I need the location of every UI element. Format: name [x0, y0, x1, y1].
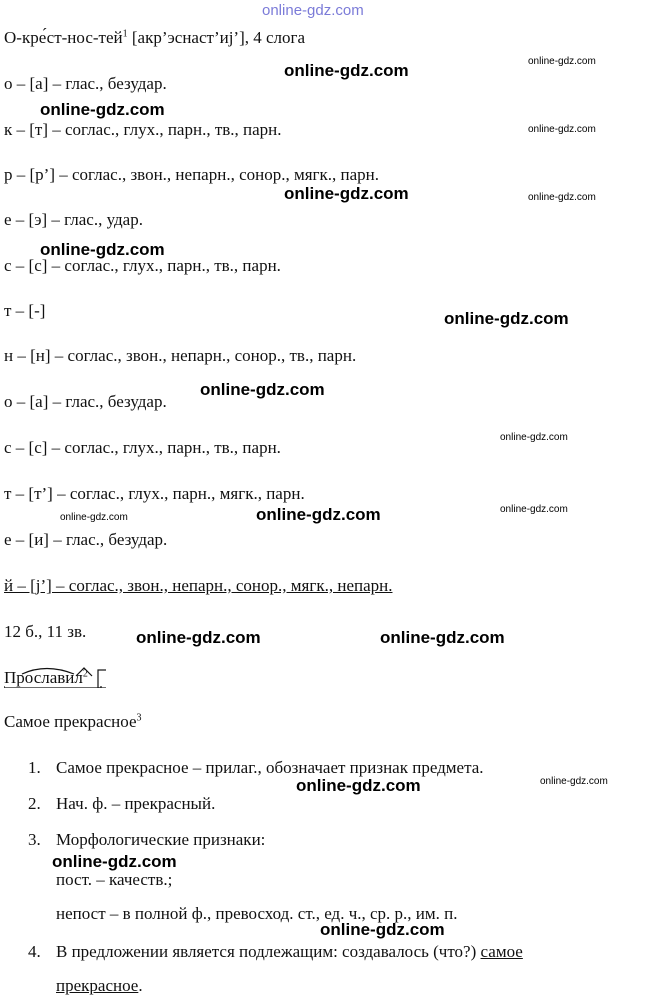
phonetic-line: о – [а] – глас., безудар.: [4, 74, 167, 93]
list-number: 2.: [28, 794, 41, 813]
watermark-small: online-gdz.com: [540, 776, 608, 787]
watermark: online-gdz.com: [380, 628, 505, 647]
list-item: Нач. ф. – прекрасный.: [56, 794, 216, 813]
subject-underlined-2: прекрасное: [56, 976, 139, 995]
footnote-3: 3: [136, 712, 142, 724]
phonetic-line: с – [с] – соглас., глух., парн., тв., парн.: [4, 438, 281, 457]
list-item: [56, 942, 523, 962]
phonetic-line-last: й – [j’] – соглас., звон., непарн., сонор., мягк., непарн.: [4, 576, 393, 595]
word-title: [4, 28, 305, 48]
watermark: online-gdz.com: [52, 852, 177, 871]
footnote-2: 2: [82, 668, 88, 680]
morph-title: [4, 712, 142, 732]
word-syllables: О-кре́ст-нос-тей: [4, 28, 123, 47]
watermark-small: online-gdz.com: [500, 504, 568, 515]
watermark: online-gdz.com: [320, 920, 445, 939]
list-item-text: В предложении является подлежащим: создавалось (что?): [56, 942, 477, 961]
watermark-small: online-gdz.com: [528, 124, 596, 135]
subject-underlined-1: самое: [480, 942, 523, 961]
header-watermark: online-gdz.com: [262, 2, 364, 19]
list-number: 4.: [28, 942, 41, 961]
list-number: 3.: [28, 830, 41, 849]
phonetic-line: т – [-]: [4, 301, 46, 320]
morph-title-text: Самое прекрасное: [4, 712, 137, 731]
morphemic-word-text: Прославил: [4, 668, 83, 687]
watermark: online-gdz.com: [296, 776, 421, 795]
watermark: online-gdz.com: [40, 240, 165, 259]
watermark-small: online-gdz.com: [528, 56, 596, 67]
list-number: 1.: [28, 758, 41, 777]
phonetic-line: е – [э] – глас., удар.: [4, 210, 143, 229]
morphemic-word: [4, 668, 88, 688]
phonetic-line: н – [н] – соглас., звон., непарн., сонор., тв., парн.: [4, 346, 357, 365]
phonetic-line: к – [т] – соглас., глух., парн., тв., парн.: [4, 120, 282, 139]
phonetic-line: о – [а] – глас., безудар.: [4, 392, 167, 411]
list-item: Морфологические признаки:: [56, 830, 266, 849]
word-transcription: [акр’эснаст’иj’], 4 слога: [131, 28, 306, 47]
footnote-1: 1: [122, 28, 128, 40]
watermark-small: online-gdz.com: [528, 192, 596, 203]
phonetic-line: е – [и] – глас., безудар.: [4, 530, 168, 549]
watermark: online-gdz.com: [256, 505, 381, 524]
phonetic-line: т – [т’] – соглас., глух., парн., мягк., парн.: [4, 484, 305, 503]
list-item-continued: [56, 976, 143, 996]
watermark-small: online-gdz.com: [60, 512, 128, 523]
watermark-small: online-gdz.com: [500, 432, 568, 443]
ending-box: [98, 670, 106, 688]
watermark: online-gdz.com: [40, 100, 165, 119]
watermark: online-gdz.com: [284, 184, 409, 203]
constant-features: пост. – качеств.;: [56, 870, 173, 889]
period: .: [138, 976, 143, 995]
list-item: Самое прекрасное – прилаг., обозначает признак предмета.: [56, 758, 484, 777]
phonetic-line: р – [р’] – соглас., звон., непарн., сонор., мягк., парн.: [4, 165, 380, 184]
watermark: online-gdz.com: [284, 61, 409, 80]
phonetic-line: с – [с] – соглас., глух., парн., тв., парн.: [4, 256, 281, 275]
watermark: online-gdz.com: [136, 628, 261, 647]
variable-features: непост – в полной ф., превосход. ст., ед. ч., ср. р., им. п.: [56, 904, 458, 923]
phonetic-summary: 12 б., 11 зв.: [4, 622, 87, 641]
watermark: online-gdz.com: [200, 380, 325, 399]
watermark: online-gdz.com: [444, 309, 569, 328]
